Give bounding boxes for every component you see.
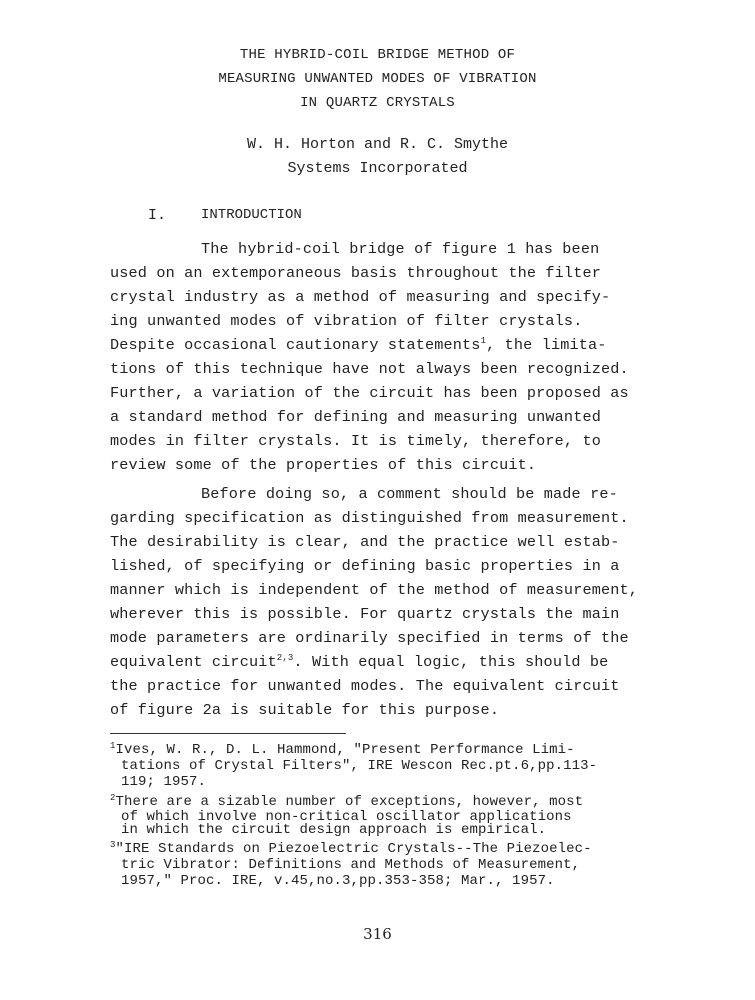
para2-line: of figure 2a is suitable for this purpose. — [110, 701, 500, 719]
footnote-text: There are a sizable number of exceptions, however, most — [115, 794, 584, 810]
para2-line: manner which is independent of the method of measurement, — [110, 581, 639, 599]
footnote-text: "IRE Standards on Piezoelectric Crystals--The Piezoelec- — [115, 841, 592, 857]
para2-line: wherever this is possible. For quartz crystals the main — [110, 605, 620, 623]
page-number: 316 — [363, 925, 392, 943]
para1-line: tions of this technique have not always been recognized. — [110, 360, 629, 378]
footnote-divider — [110, 733, 346, 734]
footnote-mark: 1 — [110, 741, 116, 751]
para2-line: lished, of specifying or defining basic properties in a — [110, 557, 620, 575]
section-number: I. — [148, 207, 167, 224]
para2-line: Before doing so, a comment should be made re- — [201, 485, 618, 503]
para1-text: Despite occasional cautionary statements — [110, 336, 481, 354]
footnote-2-line: of which involve non-critical oscillator applications — [121, 809, 572, 825]
title-line-3: IN QUARTZ CRYSTALS — [300, 95, 455, 111]
section-heading: INTRODUCTION — [201, 207, 302, 223]
footnote-3 — [110, 841, 592, 857]
footnote-2 — [110, 794, 583, 810]
para2-line: The desirability is clear, and the practice well estab- — [110, 533, 620, 551]
para2-line: the practice for unwanted modes. The equivalent circuit — [110, 677, 620, 695]
para1-line: modes in filter crystals. It is timely, therefore, to — [110, 432, 601, 450]
para1-line: used on an extemporaneous basis throughout the filter — [110, 264, 601, 282]
footnote-3-line: 1957," Proc. IRE, v.45,no.3,pp.353-358; Mar., 1957. — [121, 873, 555, 889]
para1-line: crystal industry as a method of measuring and specify- — [110, 288, 611, 306]
footnote-text: Ives, W. R., D. L. Hammond, "Present Performance Limi- — [115, 742, 575, 758]
title-line-1: THE HYBRID-COIL BRIDGE METHOD OF — [239, 47, 516, 63]
footnote-1 — [110, 742, 575, 758]
para2-text: equivalent circuit — [110, 653, 277, 671]
para1-line: Further, a variation of the circuit has been proposed as — [110, 384, 629, 402]
author-affiliation: Systems Incorporated — [287, 160, 468, 177]
para2-line — [110, 653, 608, 671]
para2-text: . With equal logic, this should be — [293, 653, 609, 671]
author-names: W. H. Horton and R. C. Smythe — [246, 136, 509, 153]
footnote-3-line: tric Vibrator: Definitions and Methods of Measurement, — [121, 857, 581, 873]
para1-line: a standard method for defining and measuring unwanted — [110, 408, 601, 426]
footnote-mark: 2 — [110, 793, 116, 803]
para1-line: ing unwanted modes of vibration of filter crystals. — [110, 312, 583, 330]
title-line-2: MEASURING UNWANTED MODES OF VIBRATION — [218, 71, 537, 87]
footnote-1-line: 119; 1957. — [121, 774, 207, 790]
footnote-ref: 2,3 — [276, 653, 294, 663]
footnote-ref: 1 — [480, 336, 487, 346]
para1-line: The hybrid-coil bridge of figure 1 has been — [201, 240, 600, 258]
footnote-1-line: tations of Crystal Filters", IRE Wescon Rec.pt.6,pp.113- — [121, 758, 598, 774]
para1-line: review some of the properties of this circuit. — [110, 456, 537, 474]
footnote-2-line: in which the circuit design approach is empirical. — [121, 822, 547, 838]
footnote-mark: 3 — [110, 840, 116, 850]
para1-line — [110, 336, 607, 354]
para2-line: mode parameters are ordinarily specified in terms of the — [110, 629, 629, 647]
para2-line: garding specification as distinguished from measurement. — [110, 509, 629, 527]
para1-text: , the limita- — [486, 336, 607, 354]
